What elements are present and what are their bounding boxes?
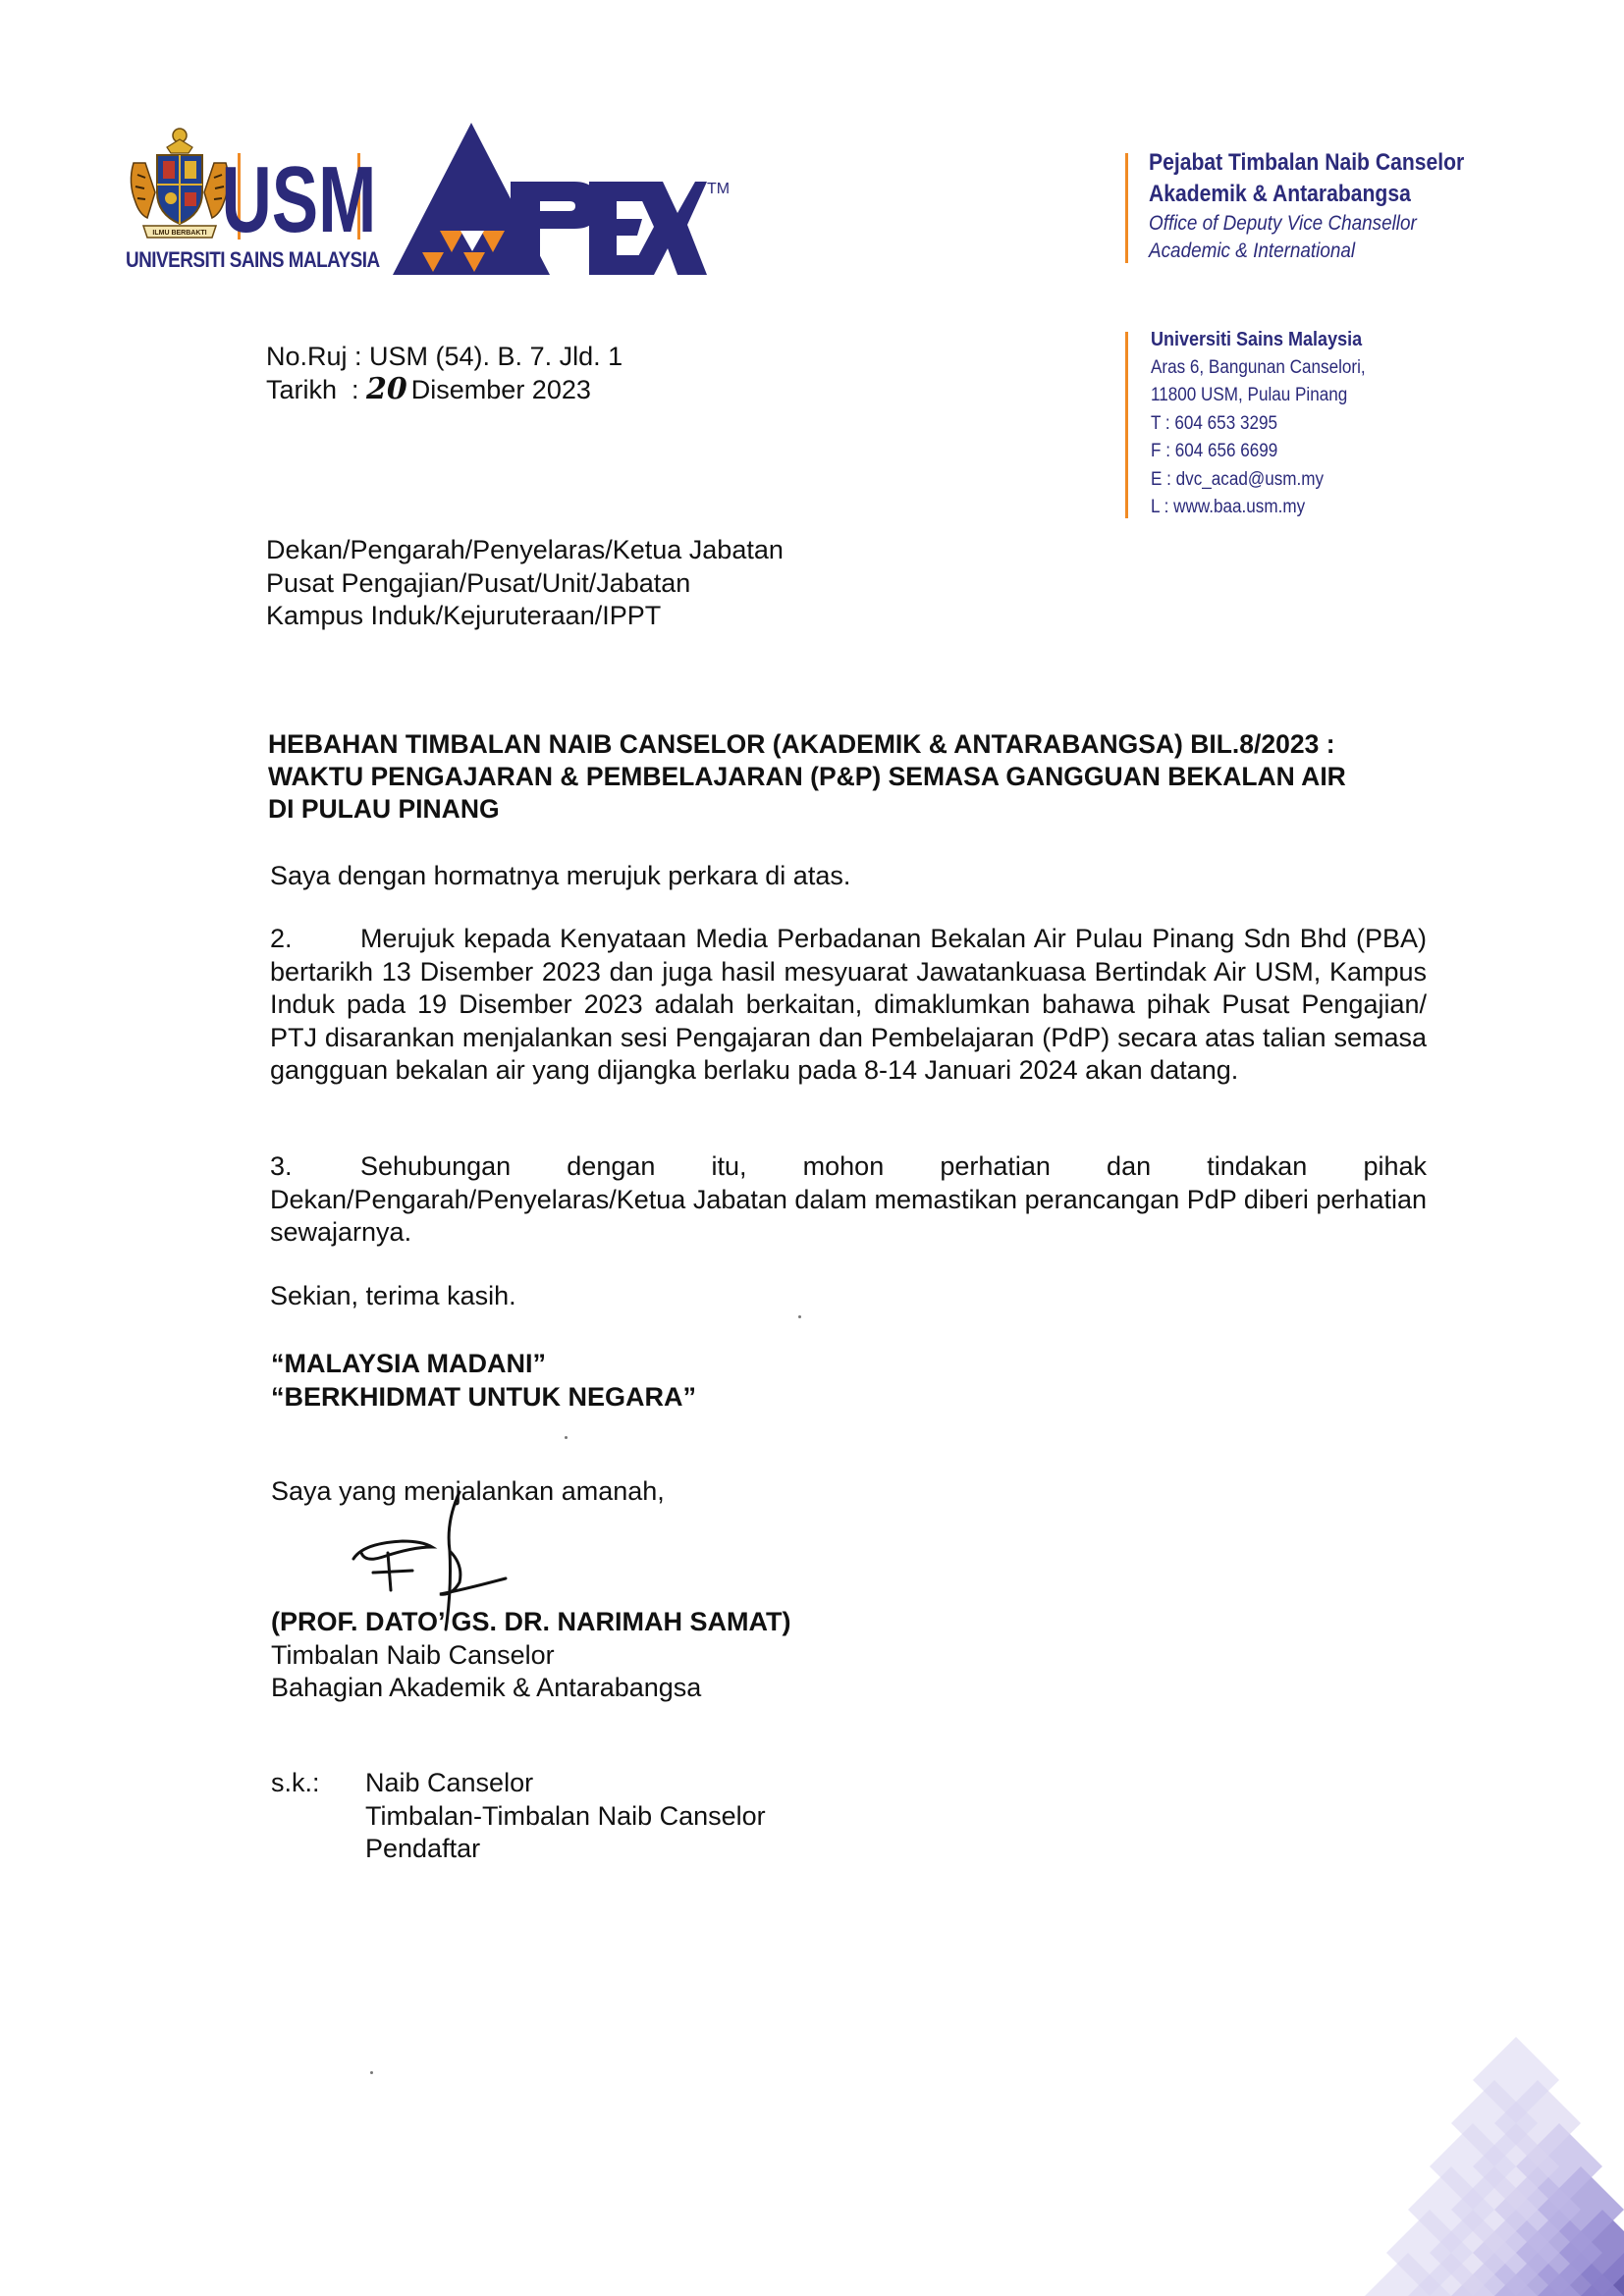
paragraph-text: Merujuk kepada Kenyataan Media Perbadanan Bekalan Air Pulau Pinang Sdn Bhd (PBA) bertarikh 13 Disember 2023 dan juga hasil mesyuarat Jawatankuasa Bertindak Air USM, Kampus Induk pada 19 Disember 2023 adalah berkaitan, dimaklumkan bahawa pihak Pusat Pengajian/ PTJ disarankan menjalankan sesi Pengajaran dan Pembelajaran (PdP) secara atas talian semasa gangguan bekalan air yang dijangka berlaku pada 8-14 Januari 2024 akan datang. bbox=[270, 924, 1427, 1085]
subject-line: WAKTU PENGAJARAN & PEMBELAJARAN (P&P) SEMASA GANGGUAN BEKALAN AIR bbox=[268, 762, 1346, 791]
address-divider bbox=[1125, 332, 1128, 518]
reference-date bbox=[266, 373, 623, 406]
crest-motto-text: ILMU BERBAKTI bbox=[152, 230, 207, 237]
address-fax: F : 604 656 6699 bbox=[1151, 441, 1278, 461]
usm-wordmark-logo bbox=[221, 146, 377, 252]
usm-logo-text: USM bbox=[221, 146, 377, 252]
university-caption: UNIVERSITI SAINS MALAYSIA bbox=[126, 247, 380, 272]
signature-intro: Saya yang menjalankan amanah, bbox=[271, 1476, 665, 1506]
paragraph-3 bbox=[270, 1150, 1427, 1250]
corner-diamond-pattern bbox=[1379, 2052, 1624, 2296]
address-street: Aras 6, Bangunan Canselori, bbox=[1151, 356, 1366, 378]
paragraph-2 bbox=[270, 923, 1427, 1088]
office-block bbox=[1149, 147, 1581, 265]
subject-line: DI PULAU PINANG bbox=[268, 794, 500, 824]
date-month-year: Disember 2023 bbox=[410, 375, 591, 404]
office-divider bbox=[1125, 153, 1128, 263]
cc-list bbox=[365, 1767, 766, 1866]
recipient-line: Pusat Pengajian/Pusat/Unit/Jabatan bbox=[266, 567, 691, 598]
recipient-line: Kampus Induk/Kejuruteraan/IPPT bbox=[266, 601, 662, 630]
office-dept-english: Academic & International bbox=[1149, 240, 1356, 262]
address-university: Universiti Sains Malaysia bbox=[1151, 329, 1363, 350]
office-name-english: Office of Deputy Vice Chansellor bbox=[1149, 212, 1417, 235]
signer-block bbox=[271, 1606, 791, 1705]
signer-division: Bahagian Akademik & Antarabangsa bbox=[271, 1673, 702, 1702]
cc-item: Pendaftar bbox=[365, 1834, 481, 1863]
reference-number: No.Ruj : USM (54). B. 7. Jld. 1 bbox=[266, 342, 623, 371]
scan-speck bbox=[565, 1436, 568, 1439]
slogans-block bbox=[271, 1347, 696, 1414]
address-web: L : www.baa.usm.my bbox=[1151, 497, 1306, 517]
letter-subject bbox=[268, 728, 1427, 826]
signer-title: Timbalan Naib Canselor bbox=[271, 1639, 555, 1670]
closing-paragraph: Sekian, terima kasih. bbox=[270, 1281, 516, 1310]
address-block bbox=[1151, 326, 1583, 522]
slogan-line: “MALAYSIA MADANI” bbox=[271, 1349, 547, 1378]
reference-block bbox=[266, 340, 623, 406]
apex-logo bbox=[393, 123, 707, 275]
scan-speck bbox=[370, 2071, 373, 2074]
apex-trademark: TM bbox=[707, 181, 731, 197]
date-label: Tarikh : bbox=[266, 375, 367, 404]
cc-label: s.k.: bbox=[271, 1768, 320, 1797]
greeting-paragraph: Saya dengan hormatnya merujuk perkara di atas. bbox=[270, 861, 851, 890]
scan-speck bbox=[798, 1315, 801, 1318]
signer-name: (PROF. DATO’ GS. DR. NARIMAH SAMAT) bbox=[271, 1607, 791, 1636]
office-dept-malay: Akademik & Antarabangsa bbox=[1149, 181, 1411, 207]
paragraph-number: 3. bbox=[270, 1151, 293, 1181]
office-name-malay: Pejabat Timbalan Naib Canselor bbox=[1149, 149, 1465, 176]
address-tel: T : 604 653 3295 bbox=[1151, 412, 1277, 434]
slogan-line: “BERKHIDMAT UNTUK NEGARA” bbox=[271, 1382, 696, 1412]
paragraph-text: Sehubungan dengan itu, mohon perhatian dan tindakan pihak Dekan/Pengarah/Penyelaras/Ketua Jabatan dalam memastikan perancangan PdP diberi perhatian sewajarnya. bbox=[270, 1151, 1427, 1247]
paragraph-number: 2. bbox=[270, 924, 293, 953]
recipient-line: Dekan/Pengarah/Penyelaras/Ketua Jabatan bbox=[266, 535, 784, 564]
address-city: 11800 USM, Pulau Pinang bbox=[1151, 385, 1348, 405]
usm-crest-logo bbox=[126, 124, 234, 241]
date-day-handwritten: 20 bbox=[366, 372, 407, 406]
cc-item: Timbalan-Timbalan Naib Canselor bbox=[365, 1800, 766, 1831]
recipient-block bbox=[266, 534, 784, 633]
address-email: E : dvc_acad@usm.my bbox=[1151, 468, 1325, 490]
subject-line: HEBAHAN TIMBALAN NAIB CANSELOR (AKADEMIK & ANTARABANGSA) BIL.8/2023 : bbox=[268, 729, 1335, 759]
cc-item: Naib Canselor bbox=[365, 1768, 534, 1797]
